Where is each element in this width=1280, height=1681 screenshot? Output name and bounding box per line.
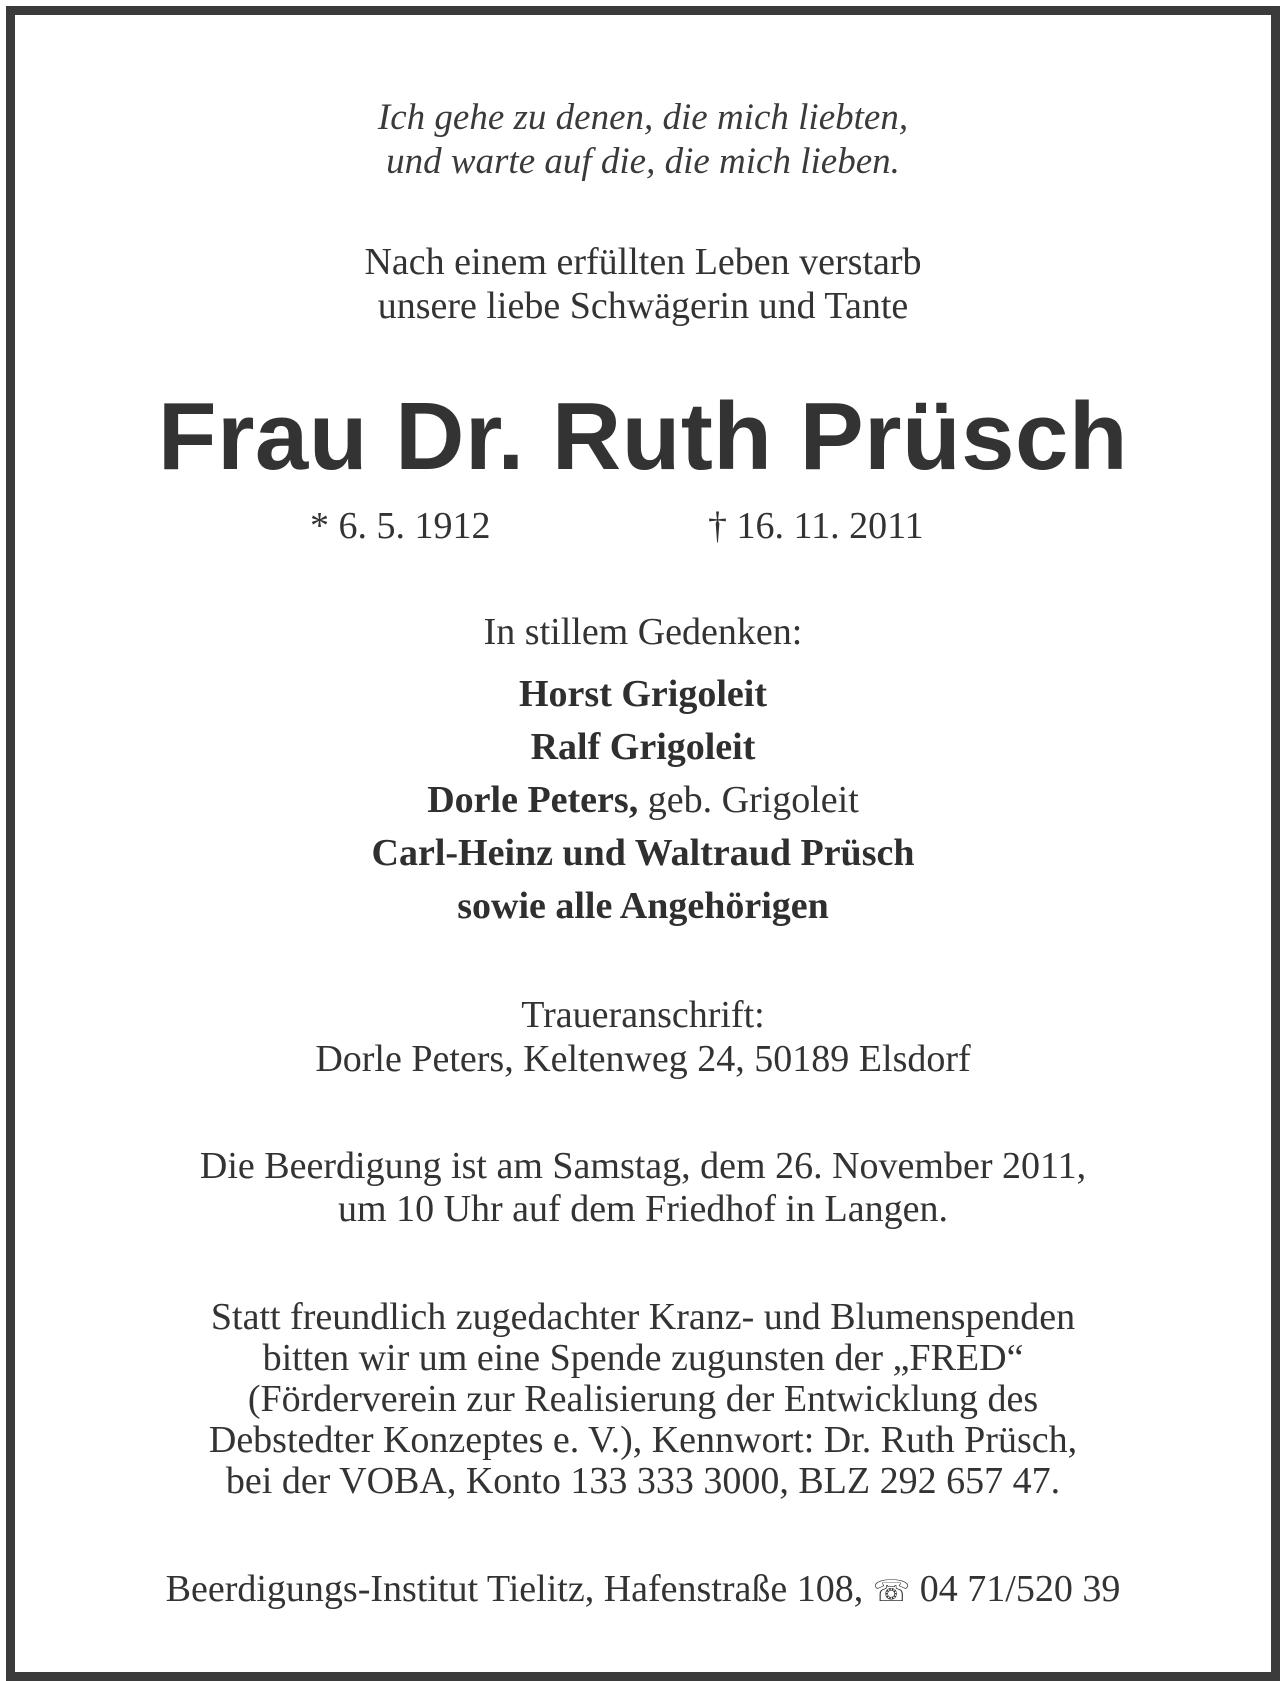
memorial-heading: In stillem Gedenken: [483, 611, 803, 653]
telephone-icon: ☏ [872, 1574, 911, 1609]
donation-line-1: Statt freundlich zugedachter Kranz- und Blumenspenden [210, 1296, 1076, 1338]
mourner-1: Horst Grigoleit [519, 673, 767, 715]
deceased-name: Frau Dr. Ruth Prüsch [157, 383, 1129, 490]
mourner-4: Carl-Heinz und Waltraud Prüsch [371, 832, 915, 874]
donation-line-5: bei der VOBA, Konto 133 333 3000, BLZ 292 657 47. [225, 1460, 1061, 1502]
funeral-home-phone: 04 71/520 39 [910, 1568, 1121, 1610]
address-label: Traueranschrift: [521, 994, 765, 1036]
address-value: Dorle Peters, Keltenweg 24, 50189 Elsdorf [315, 1038, 971, 1080]
intro-line-1: Nach einem erfüllten Leben verstarb [364, 241, 922, 283]
obituary-notice [6, 6, 1280, 1681]
mourner-5: sowie alle Angehörigen [457, 885, 829, 927]
mourner-3-name: Dorle Peters, [427, 779, 639, 821]
funeral-home-text: Beerdigungs-Institut Tielitz, Hafenstraße 108, [165, 1568, 873, 1610]
birth-date: * 6. 5. 1912 [310, 505, 491, 547]
funeral-line-2: um 10 Uhr auf dem Friedhof in Langen. [338, 1188, 948, 1230]
quote-line-2: und warte auf die, die mich lieben. [386, 141, 900, 182]
donation-line-4: Debstedter Konzeptes e. V.), Kennwort: Dr. Ruth Prüsch, [208, 1419, 1078, 1461]
quote-line-1: Ich gehe zu denen, die mich liebten, [377, 97, 909, 138]
funeral-home [15, 1570, 1271, 1608]
mourner-3 [15, 781, 1271, 819]
donation-line-3: (Förderverein zur Realisierung der Entwicklung des [247, 1378, 1039, 1420]
donation-line-2: bitten wir um eine Spende zugunsten der „FRED“ [262, 1337, 1024, 1379]
funeral-line-1: Die Beerdigung ist am Samstag, dem 26. November 2011, [199, 1145, 1087, 1187]
mourner-2: Ralf Grigoleit [530, 726, 756, 768]
intro-line-2: unsere liebe Schwägerin und Tante [377, 285, 909, 327]
mourner-3-suffix: geb. Grigoleit [638, 779, 859, 821]
death-date: † 16. 11. 2011 [708, 505, 924, 547]
